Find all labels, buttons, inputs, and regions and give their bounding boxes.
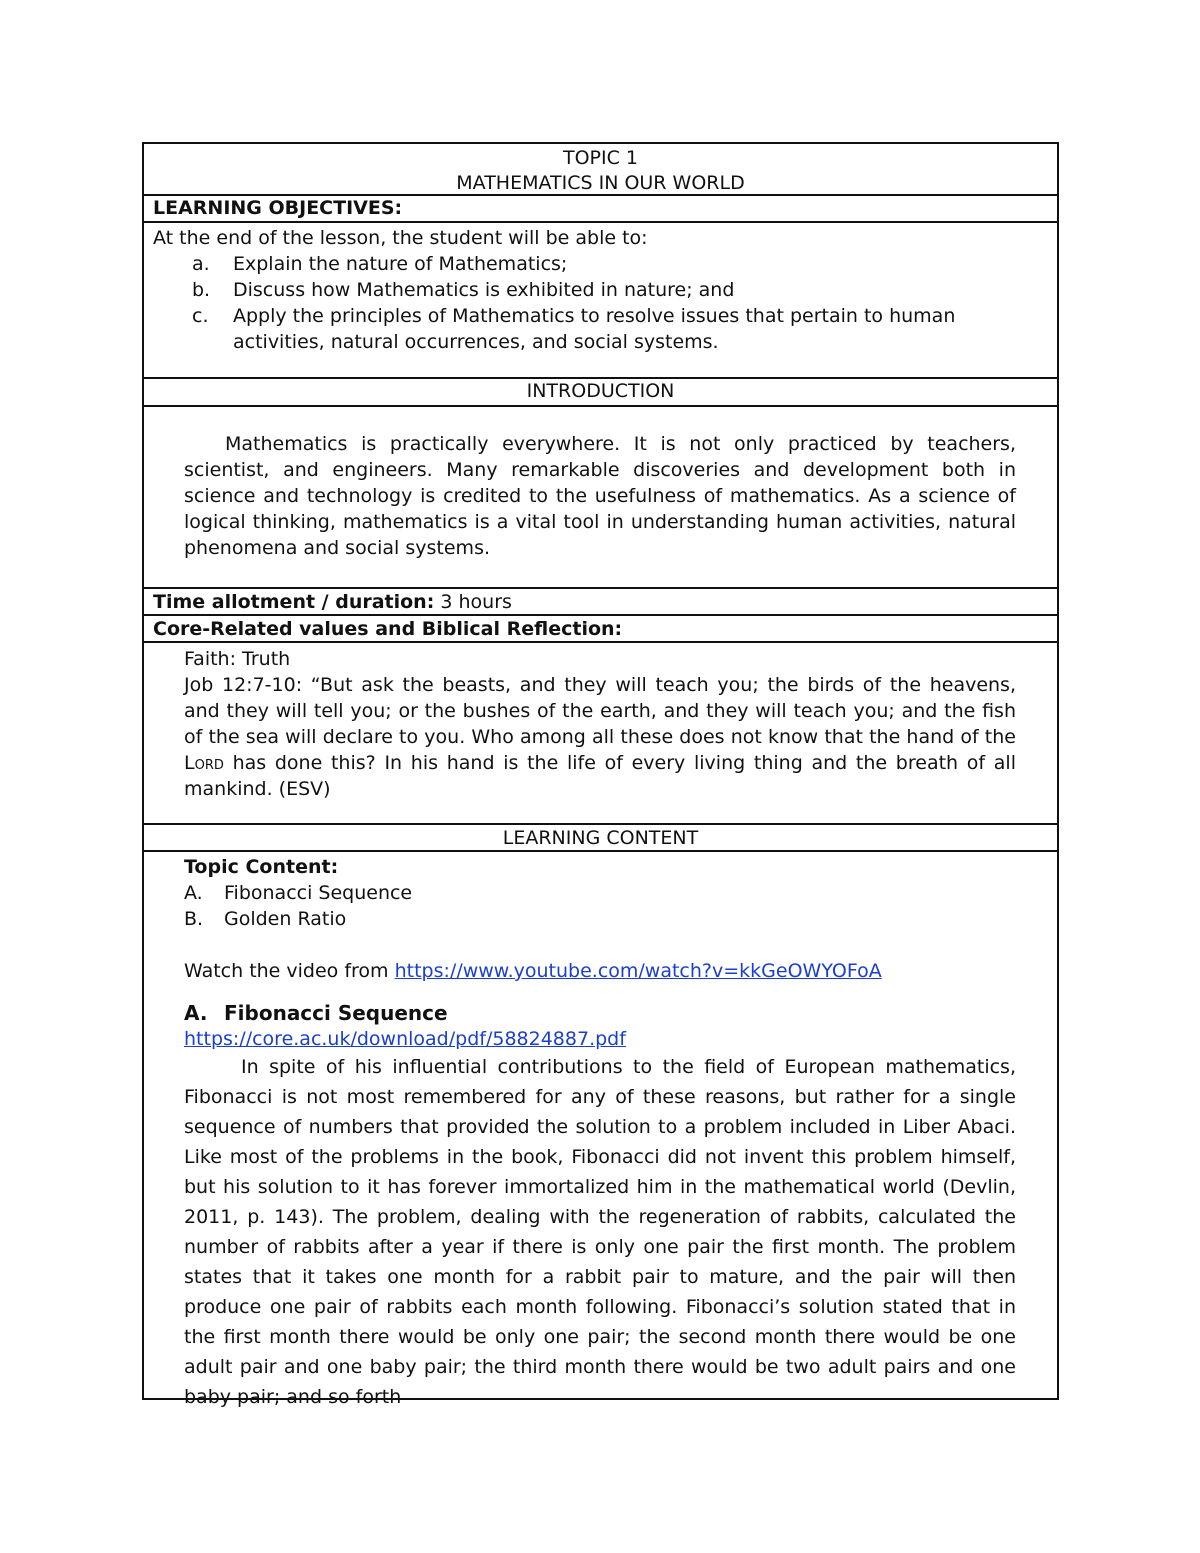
verse-lord: Lord <box>184 752 224 774</box>
topic-header <box>144 144 1057 196</box>
introduction-heading: INTRODUCTION <box>144 379 1057 407</box>
objective-item <box>153 251 1048 277</box>
fibonacci-title: Fibonacci Sequence <box>224 1001 448 1025</box>
topic-marker: B. <box>184 908 204 930</box>
verse-text-before: Job 12:7-10: “But ask the beasts, and they will teach you; the birds of the heavens, and they will tell you; or the bushes of the earth, and they will teach you; and the fish of the sea will declare to you. Who among all these does not know that the hand of the <box>184 674 1016 748</box>
objective-item <box>153 277 1048 303</box>
learning-content-heading: LEARNING CONTENT <box>144 825 1057 852</box>
topic-content-item <box>184 906 1016 932</box>
time-value: 3 hours <box>440 591 512 613</box>
objectives-label: LEARNING OBJECTIVES: <box>144 196 1057 223</box>
introduction-body <box>144 407 1057 589</box>
core-values-body <box>144 643 1057 825</box>
fibonacci-paragraph: In spite of his influential contributions to the field of European mathematics, Fibonacci is not most remembered for any of these reasons, but rather for a single sequence of numbers that provided the solution to a problem included in Liber Abaci. Like most of the problems in the book, Fibonacci did not invent this problem himself, but his solution to it has forever immortalized him in the mathematical world (Devlin, 2011, p. 143). The problem, dealing with the regeneration of rabbits, calculated the number of rabbits after a year if there is only one pair the first month. The problem states that it takes one month for a rabbit pair to mature, and the pair will then produce one pair of rabbits each month following. Fibonacci’s solution stated that in the first month there would be only one pair; the second month there would be one adult pair and one baby pair; the third month there would be two adult pairs and one baby pair; and so forth <box>184 1056 1016 1408</box>
topic-content-list <box>184 880 1016 932</box>
time-label: Time allotment / duration: <box>153 591 435 613</box>
topic-content-item <box>184 880 1016 906</box>
topic-text: Fibonacci Sequence <box>224 882 413 904</box>
bible-verse <box>184 672 1016 802</box>
core-values-label: Core-Related values and Biblical Reflection: <box>144 616 1057 643</box>
objective-text: Apply the principles of Mathematics to resolve issues that pertain to human activities, natural occurrences, and social systems. <box>233 305 956 353</box>
watch-line <box>184 958 1016 984</box>
youtube-link[interactable]: https://www.youtube.com/watch?v=kkGeOWYOFoA <box>394 960 882 982</box>
core-value: Faith: Truth <box>184 648 291 670</box>
objectives-list <box>153 251 1048 355</box>
introduction-text: Mathematics is practically everywhere. It is not only practiced by teachers, scientist, and engineers. Many remarkable discoveries and development both in science and technology is credited to the usefulness of mathematics. As a science of logical thinking, mathematics is a vital tool in understanding human activities, natural phenomena and social systems. <box>184 433 1016 559</box>
topic-text: Golden Ratio <box>224 908 347 930</box>
watch-text: Watch the video from <box>184 960 395 982</box>
topic-title: MATHEMATICS IN OUR WORLD <box>456 172 745 194</box>
objective-text: Explain the nature of Mathematics; <box>233 253 568 275</box>
topic-number: TOPIC 1 <box>562 147 639 169</box>
objective-marker: a. <box>192 253 210 275</box>
objective-text: Discuss how Mathematics is exhibited in nature; and <box>233 279 735 301</box>
objectives-intro: At the end of the lesson, the student will be able to: <box>153 227 648 249</box>
core-pdf-link[interactable]: https://core.ac.uk/download/pdf/58824887.pdf <box>184 1028 626 1050</box>
objective-marker: b. <box>192 279 211 301</box>
verse-text-after: has done this? In his hand is the life of every living thing and the breath of all mankind. (ESV) <box>184 752 1016 800</box>
objectives-body <box>144 223 1057 379</box>
lesson-table <box>142 142 1059 1408</box>
time-allotment <box>144 589 1057 616</box>
topic-marker: A. <box>184 882 203 904</box>
fibonacci-source <box>184 1026 1016 1052</box>
fibonacci-heading <box>184 1000 1016 1026</box>
learning-content-body <box>144 852 1057 1408</box>
topic-content-label: Topic Content: <box>184 856 339 878</box>
objective-item <box>153 303 1048 355</box>
objective-marker: c. <box>192 305 209 327</box>
fibonacci-marker: A. <box>184 1001 208 1025</box>
